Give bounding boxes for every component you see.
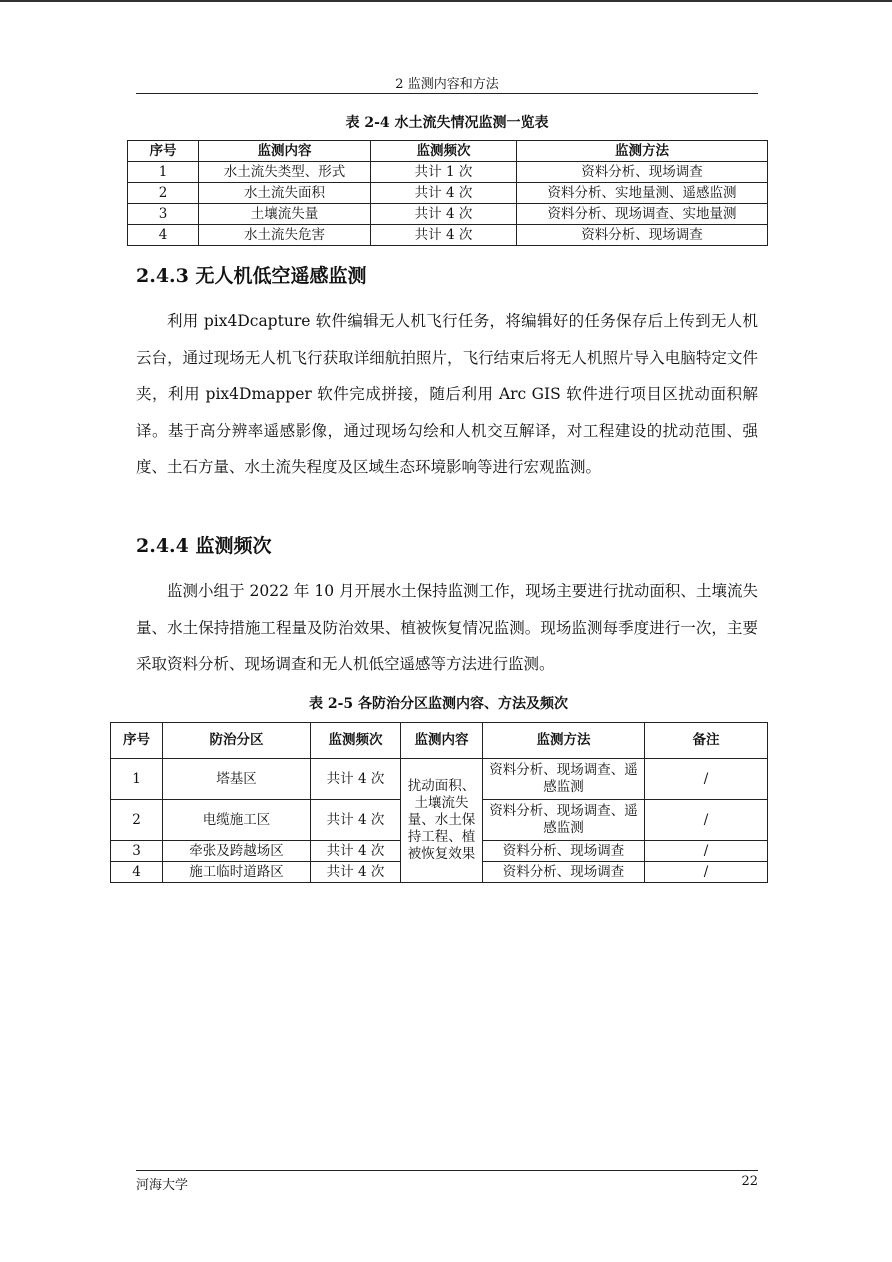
section-heading-2-4-3: 2.4.3 无人机低空遥感监测 <box>136 265 367 287</box>
table-row <box>128 204 768 225</box>
page-number: 22 <box>741 1174 758 1189</box>
section-2-4-3-paragraph: 利用 pix4Dcapture 软件编辑无人机飞行任务，将编辑好的任务保存后上传到无人机云台，通过现场无人机飞行获取详细航拍照片，飞行结束后将无人机照片导入电脑特定文件夹，利用 pix4Dmapper 软件完成拼接，随后利用 Arc GIS 软件进行项目区扰动面积解译。基于高分辨率遥感影像，通过现场勾绘和人机交互解译，对工程建设的扰动范围、强度、土石方量、水土流失程度及区域生态环境影响等进行宏观监测。 <box>136 312 758 476</box>
table-cell: 共计 4 次 <box>311 862 401 883</box>
table-2-4-caption: 表 2-4 水土流失情况监测一览表 <box>345 115 549 131</box>
table-cell: 资料分析、现场调查、实地量测 <box>517 204 768 225</box>
table-cell: / <box>645 759 768 800</box>
table-cell: 电缆施工区 <box>163 800 311 841</box>
table-cell: 1 <box>111 759 163 800</box>
header-rule <box>136 93 758 94</box>
table-row <box>128 225 768 246</box>
table-cell: / <box>645 862 768 883</box>
table-cell: / <box>645 800 768 841</box>
table-cell: 牵张及跨越场区 <box>163 841 311 862</box>
column-header: 序号 <box>128 141 199 162</box>
table-row <box>128 183 768 204</box>
table-cell: 共计 4 次 <box>311 841 401 862</box>
table-cell: 资料分析、现场调查 <box>483 841 645 862</box>
table-cell: 3 <box>111 841 163 862</box>
table-cell: 水土流失类型、形式 <box>199 162 371 183</box>
table-cell: 共计 4 次 <box>371 225 517 246</box>
table-cell: 3 <box>128 204 199 225</box>
column-header: 防治分区 <box>163 723 311 759</box>
table-cell: 水土流失面积 <box>199 183 371 204</box>
table-row <box>111 759 768 800</box>
table-cell: 共计 1 次 <box>371 162 517 183</box>
section-2-4-4-paragraph: 监测小组于 2022 年 10 月开展水土保持监测工作，现场主要进行扰动面积、土壤流失量、水土保持措施工程量及防治效果、植被恢复情况监测。现场监测每季度进行一次，主要采取资料分析、现场调查和无人机低空遥感等方法进行监测。 <box>136 582 758 673</box>
running-header: 2 监测内容和方法 <box>395 77 499 92</box>
column-header: 监测频次 <box>311 723 401 759</box>
section-heading-2-4-4: 2.4.4 监测频次 <box>136 535 272 557</box>
table-cell: 资料分析、现场调查、遥感监测 <box>483 800 645 841</box>
table-cell: 2 <box>128 183 199 204</box>
footer-rule <box>136 1170 758 1171</box>
scan-top-edge <box>0 0 892 2</box>
table-cell: 4 <box>111 862 163 883</box>
table-cell: 共计 4 次 <box>311 800 401 841</box>
table-cell: 4 <box>128 225 199 246</box>
table-2-4 <box>127 140 768 246</box>
table-cell: 资料分析、现场调查 <box>517 162 768 183</box>
table-cell: 土壤流失量 <box>199 204 371 225</box>
column-header: 监测频次 <box>371 141 517 162</box>
column-header: 监测方法 <box>517 141 768 162</box>
merged-content-cell: 扰动面积、土壤流失量、水土保持工程、植被恢复效果 <box>401 759 483 883</box>
table-cell: 资料分析、现场调查 <box>517 225 768 246</box>
column-header: 备注 <box>645 723 768 759</box>
table-cell: 资料分析、现场调查 <box>483 862 645 883</box>
table-cell: 水土流失危害 <box>199 225 371 246</box>
table-cell: 塔基区 <box>163 759 311 800</box>
table-cell: 施工临时道路区 <box>163 862 311 883</box>
column-header: 序号 <box>111 723 163 759</box>
table-2-5 <box>110 722 768 883</box>
table-cell: 1 <box>128 162 199 183</box>
table-cell: 共计 4 次 <box>371 204 517 225</box>
table-cell: 共计 4 次 <box>311 759 401 800</box>
table-cell: 资料分析、现场调查、遥感监测 <box>483 759 645 800</box>
column-header: 监测内容 <box>401 723 483 759</box>
table-cell: 资料分析、实地量测、遥感监测 <box>517 183 768 204</box>
table-cell: 共计 4 次 <box>371 183 517 204</box>
table-cell: / <box>645 841 768 862</box>
table-2-5-caption: 表 2-5 各防治分区监测内容、方法及频次 <box>308 696 569 712</box>
footer-institution: 河海大学 <box>136 1178 189 1193</box>
table-row <box>128 162 768 183</box>
column-header: 监测方法 <box>483 723 645 759</box>
table-cell: 2 <box>111 800 163 841</box>
column-header: 监测内容 <box>199 141 371 162</box>
